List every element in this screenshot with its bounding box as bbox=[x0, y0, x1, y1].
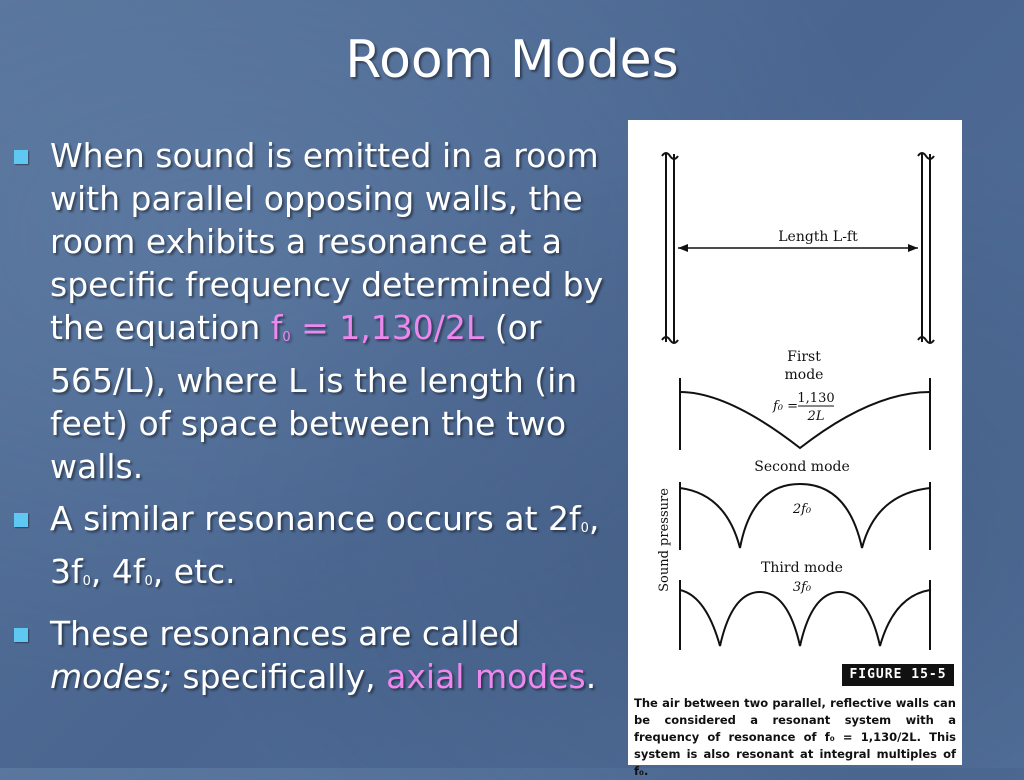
bullet2-sub2: 0 bbox=[82, 574, 91, 589]
arrow-left-head bbox=[678, 244, 688, 252]
bullet-square-icon bbox=[14, 513, 28, 527]
bullet2-t1: A similar resonance occurs at 2f bbox=[50, 499, 581, 538]
second-mode-value: 2f₀ bbox=[792, 502, 812, 517]
slide-title: Room Modes bbox=[345, 30, 679, 90]
first-mode-label-1: First bbox=[787, 349, 821, 365]
f0-denominator: 2L bbox=[807, 409, 825, 424]
right-wall-top-break bbox=[918, 153, 934, 159]
bullet1-text-a: When sound is emitted in a room with parallel opposing walls, the room exhibits a resonance at a specific frequency determined by the equation bbox=[50, 136, 604, 347]
bullet-text-1 bbox=[50, 134, 614, 488]
right-wall-bottom-break bbox=[918, 337, 934, 343]
bullet2-t4: , etc. bbox=[152, 552, 236, 591]
bullet-square-icon bbox=[14, 150, 28, 164]
third-mode-label: Third mode bbox=[761, 560, 843, 576]
bullet2-t2: , 3f bbox=[50, 499, 600, 591]
bullet3-t2: specifically, bbox=[171, 657, 387, 696]
eq-f: f bbox=[270, 308, 283, 347]
eq-rest: = 1,130/2L bbox=[290, 308, 485, 347]
equation bbox=[271, 308, 485, 347]
figure-number: FIGURE 15-5 bbox=[842, 664, 954, 686]
third-mode-curve bbox=[680, 590, 930, 646]
first-mode-label-2: mode bbox=[784, 367, 824, 383]
bullet2-sub3: 0 bbox=[144, 574, 153, 589]
figure-caption: The air between two parallel, reflective walls can be considered a resonant system with a frequency of resonance of f₀ = 1,130/2L. This system is also resonant at integral multiples of f₀. bbox=[634, 696, 956, 778]
eq-subscript: 0 bbox=[282, 330, 291, 345]
arrow-right-head bbox=[908, 244, 918, 252]
bullet3-highlight: axial modes bbox=[386, 657, 586, 696]
bullet-text-3 bbox=[50, 612, 614, 698]
bullet-list bbox=[14, 134, 614, 707]
bullet3-t3: . bbox=[585, 657, 597, 696]
bullet2-t3: , 4f bbox=[90, 552, 145, 591]
bullet-text-2 bbox=[50, 497, 614, 603]
f0-equation-left: f₀ = bbox=[773, 399, 799, 414]
second-mode-label: Second mode bbox=[754, 459, 850, 475]
sound-pressure-axis-label: Sound pressure bbox=[657, 488, 672, 592]
bullet-item-2 bbox=[14, 497, 614, 603]
bullet-item-3 bbox=[14, 612, 614, 698]
bullet3-italic: modes; bbox=[50, 657, 172, 696]
room-modes-figure bbox=[628, 120, 962, 778]
f0-numerator: 1,130 bbox=[797, 391, 835, 406]
bullet2-sub1: 0 bbox=[580, 521, 589, 536]
left-wall-bottom-break bbox=[662, 337, 678, 343]
left-wall-top-break bbox=[662, 153, 678, 159]
bullet-item-1 bbox=[14, 134, 614, 488]
bullet1-text-b: (or 565/L), where L is the length (in feet) of space between the two walls. bbox=[50, 308, 578, 486]
bullet-square-icon bbox=[14, 628, 28, 642]
length-label: Length L-ft bbox=[778, 229, 858, 245]
third-mode-value: 3f₀ bbox=[792, 580, 812, 595]
bullet3-t1: These resonances are called bbox=[50, 614, 520, 653]
